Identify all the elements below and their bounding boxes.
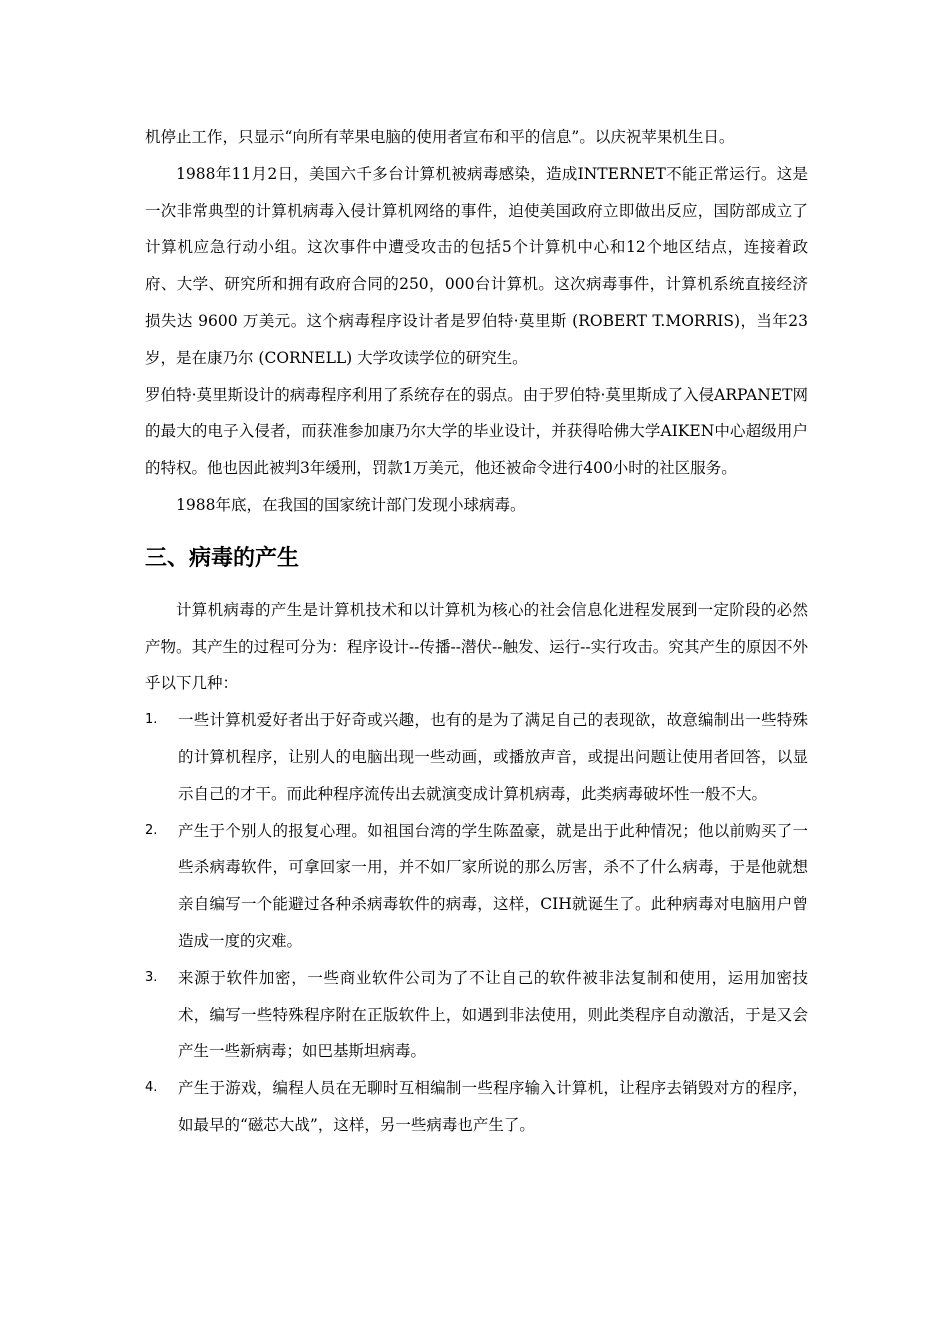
list-item-number: 2. [145,822,158,838]
list-item-text: 一些计算机爱好者出于好奇或兴趣，也有的是为了满足自己的表现欲，故意编制出一些特殊的计算机程序，让别人的电脑出现一些动画，或播放声音，或提出问题让使用者回答，以显示自己的才干。而此种程序流传出去就演变成计算机病毒，此类病毒破坏性一般不大。 [178,711,808,803]
section-intro-paragraph: 计算机病毒的产生是计算机技术和以计算机为核心的社会信息化进程发展到一定阶段的必然产物。其产生的过程可分为：程序设计--传播--潜伏--触发、运行--实行攻击。究其产生的原因不外乎以下几种： [145,600,808,693]
list-item [145,960,808,1070]
paragraph-ball-virus: 1988年底，在我国的国家统计部门发现小球病毒。 [176,495,526,514]
document-page [145,119,808,1144]
list-item-text: 产生于个别人的报复心理。如祖国台湾的学生陈盈豪，就是出于此种情况；他以前购买了一些杀病毒软件，可拿回家一用，并不如厂家所说的那么厉害，杀不了什么病毒，于是他就想亲自编写一个能避过各种杀病毒软件的病毒，这样，CIH就诞生了。此种病毒对电脑用户曾造成一度的灾难。 [178,821,808,950]
list-item-text: 产生于游戏，编程人员在无聊时互相编制一些程序输入计算机，让程序去销毁对方的程序，如最早的“磁芯大战”，这样，另一些病毒也产生了。 [178,1079,808,1134]
paragraph-morris: 罗伯特·莫里斯设计的病毒程序利用了系统存在的弱点。由于罗伯特·莫里斯成了入侵ARPANET网的最大的电子入侵者，而获准参加康乃尔大学的毕业设计，并获得哈佛大学AIKEN中心超级用户的特权。他也因此被判3年缓刑，罚款1万美元，他还被命令进行400小时的社区服务。 [145,385,808,478]
list-item-text: 来源于软件加密，一些商业软件公司为了不让自己的软件被非法复制和使用，运用加密技术，编写一些特殊程序附在正版软件上，如遇到非法使用，则此类程序自动激活，于是又会产生一些新病毒；如巴基斯坦病毒。 [178,968,808,1061]
section-heading: 三、病毒的产生 [145,545,300,571]
list-item-number: 1. [145,712,158,728]
list-item-number: 4. [145,1080,158,1096]
paragraph-internet-virus-1988: 1988年11月2日，美国六千多台计算机被病毒感染，造成INTERNET不能正常运行。这是一次非常典型的计算机病毒入侵计算机网络的事件，迫使美国政府立即做出反应，国防部成立了计算机应急行动小组。这次事件中遭受攻击的包括5个计算机中心和12个地区结点，连接着政府、大学、研究所和拥有政府合同的250，000台计算机。这次病毒事件，计算机系统直接经济损失达 9600 万美元。这个病毒程序设计者是罗伯特·莫里斯 (ROBERT T.MORRIS)，当年23岁，是在康乃尔 (CORNELL) 大学攻读学位的研究生。 [145,164,808,367]
paragraph-continuation: 机停止工作，只显示“向所有苹果电脑的使用者宣布和平的信息”。以庆祝苹果机生日。 [145,128,735,146]
causes-list [145,702,808,1144]
list-item [145,813,808,960]
list-item-number: 3. [145,969,158,985]
list-item [145,702,808,812]
list-item [145,1070,808,1144]
